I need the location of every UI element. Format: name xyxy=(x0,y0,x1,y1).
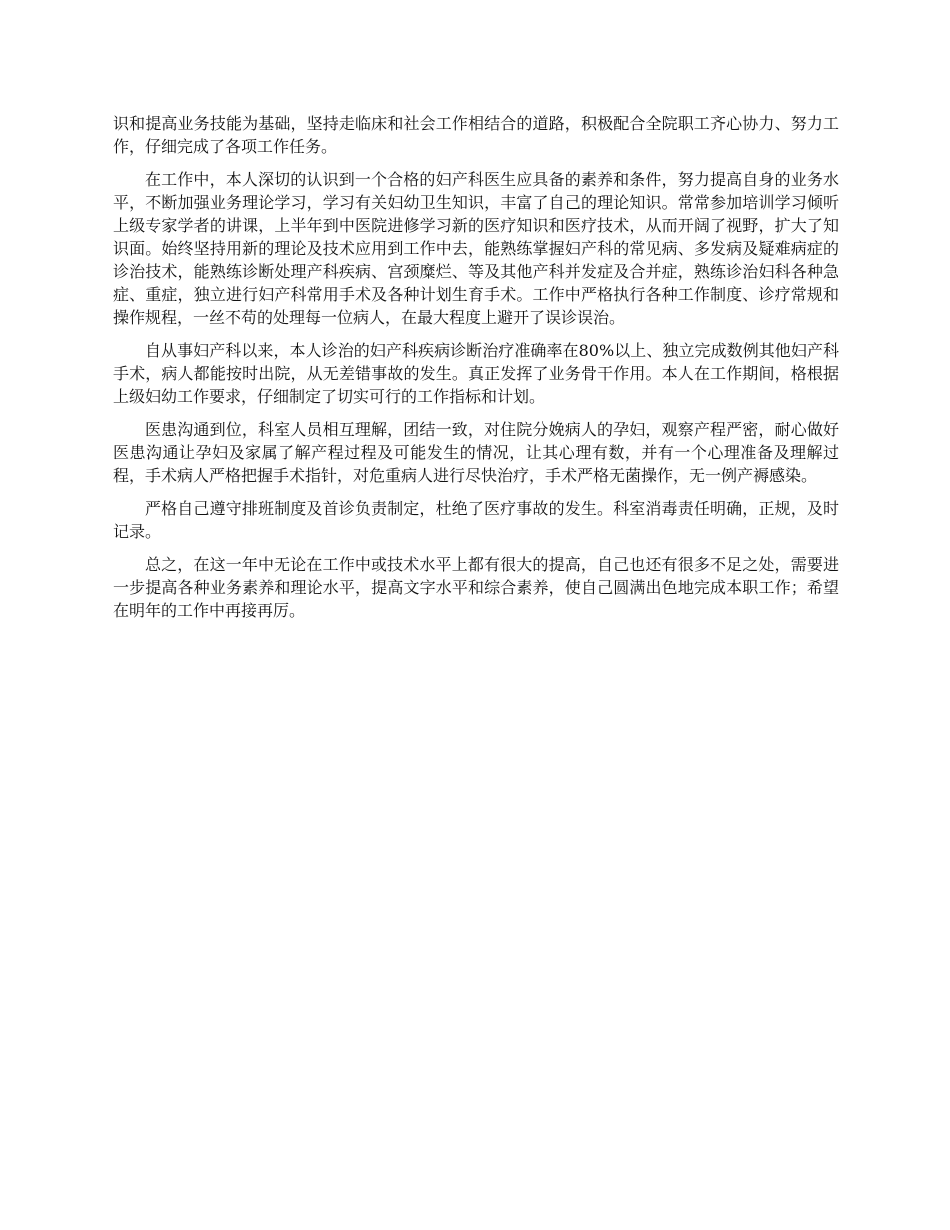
paragraph-communication: 医患沟通到位，科室人员相互理解，团结一致，对住院分娩病人的孕妇，观察产程严密，耐心做好医患沟通让孕妇及家属了解产程过程及可能发生的情况，让其心理有数，并有一个心理准备及理解过程，手术病人严格把握手术指针，对危重病人进行尽快治疗，手术严格无菌操作，无一例产褥感染。 xyxy=(113,420,839,485)
paragraph-discipline: 严格自己遵守排班制度及首诊负责制定，杜绝了医疗事故的发生。科室消毒责任明确，正规，及时记录。 xyxy=(113,499,839,541)
paragraph-continuation: 识和提高业务技能为基础，坚持走临床和社会工作相结合的道路，积极配合全院职工齐心协力、努力工作，仔细完成了各项工作任务。 xyxy=(113,114,839,156)
paragraph-work-skills: 在工作中，本人深切的认识到一个合格的妇产科医生应具备的素养和条件，努力提高自身的业务水平，不断加强业务理论学习，学习有关妇幼卫生知识，丰富了自己的理论知识。常常参加培训学习倾听上级专家学者的讲课，上半年到中医院进修学习新的医疗知识和医疗技术，从而开阔了视野，扩大了知识面。始终坚持用新的理论及技术应用到工作中去，能熟练掌握妇产科的常见病、多发病及疑难病症的诊治技术，能熟练诊断处理产科疾病、宫颈糜烂、等及其他产科并发症及合并症，熟练诊治妇科各种急症、重症，独立进行妇产科常用手术及各种计划生育手术。工作中严格执行各种工作制度、诊疗常规和操作规程，一丝不苟的处理每一位病人，在最大程度上避开了误诊误治。 xyxy=(113,170,839,327)
paragraph-conclusion: 总之，在这一年中无论在工作中或技术水平上都有很大的提高，自己也还有很多不足之处，需要进一步提高各种业务素养和理论水平，提高文字水平和综合素养，使自己圆满出色地完成本职工作；希望在明年的工作中再接再厉。 xyxy=(113,555,839,620)
paragraph-achievements: 自从事妇产科以来，本人诊治的妇产科疾病诊断治疗准确率在80%以上、独立完成数例其他妇产科手术，病人都能按时出院，从无差错事故的发生。真正发挥了业务骨干作用。本人在工作期间，格根据上级妇幼工作要求，仔细制定了切实可行的工作指标和计划。 xyxy=(113,341,839,406)
document-body xyxy=(113,112,839,632)
